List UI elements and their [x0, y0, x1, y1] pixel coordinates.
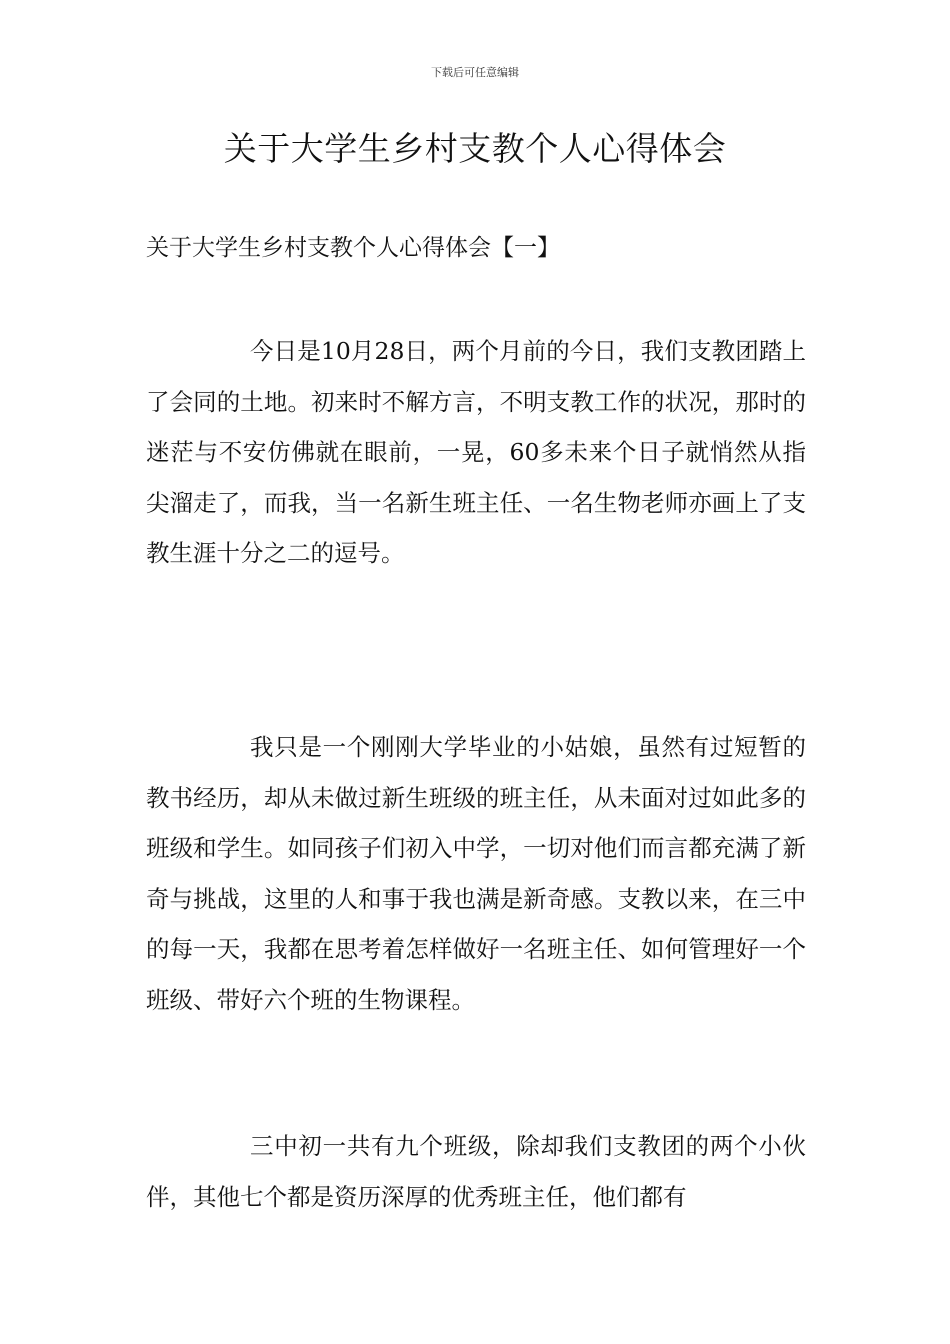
document-title: 关于大学生乡村支教个人心得体会: [223, 129, 727, 168]
section-subtitle: 关于大学生乡村支教个人心得体会【一】: [146, 235, 560, 261]
paragraph-2: 我只是一个刚刚大学毕业的小姑娘，虽然有过短暂的教书经历，却从未做过新生班级的班主任，从未面对过如此多的班级和学生。如同孩子们初入中学，一切对他们而言都充满了新奇与挑战，这里的人和事于我也满是新奇感。支教以来，在三中的每一天，我都在思考着怎样做好一名班主任、如何管理好一个班级、带好六个班的生物课程。: [146, 733, 806, 1014]
header-note: 下载后可任意编辑: [431, 66, 519, 79]
paragraph-3: 三中初一共有九个班级，除却我们支教团的两个小伙伴，其他七个都是资历深厚的优秀班主任，他们都有: [146, 1132, 806, 1211]
paragraph-1: 今日是10月28日，两个月前的今日，我们支教团踏上了会同的土地。初来时不解方言，不明支教工作的状况，那时的迷茫与不安仿佛就在眼前，一晃，60多未来个日子就悄然从指尖溜走了，而我，当一名新生班主任、一名生物老师亦画上了支教生涯十分之二的逗号。: [146, 337, 806, 567]
